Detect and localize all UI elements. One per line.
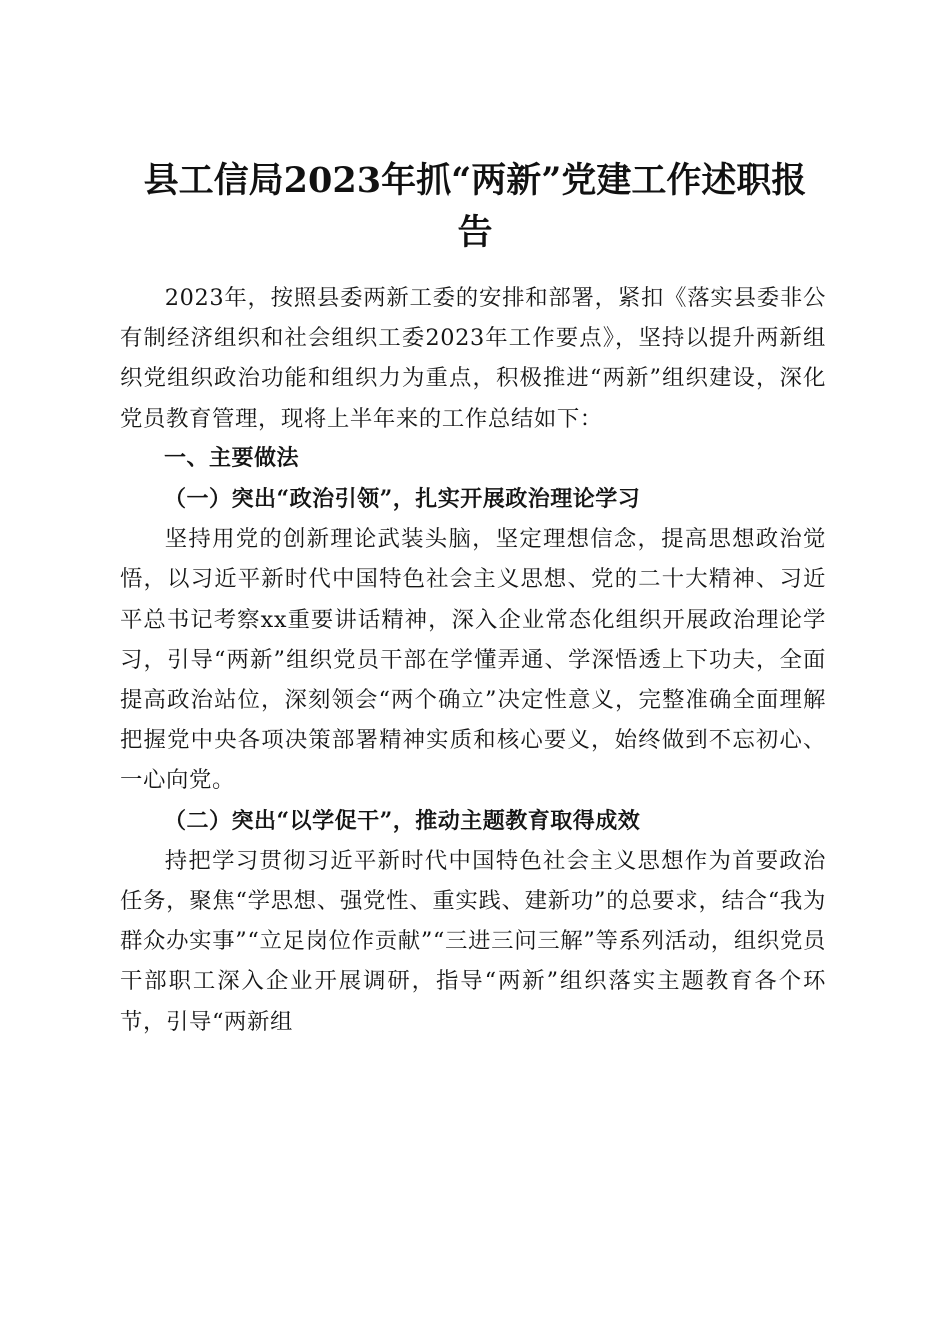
intro-paragraph: 2023年，按照县委两新工委的安排和部署，紧扣《落实县委非公有制经济组织和社会组织工委2023年工作要点》，坚持以提升两新组织党组织政治功能和组织力为重点，积极推进“两新”组织建设，深化党员教育管理，现将上半年来的工作总结如下： (120, 285, 826, 432)
subsection-heading-political-guidance: （一）突出“政治引领”，扎实开展政治理论学习 (164, 486, 641, 513)
subsection-body-political-guidance: 坚持用党的创新理论武装头脑，坚定理想信念，提高思想政治觉悟，以习近平新时代中国特色社会主义思想、党的二十大精神、习近平总书记考察xx重要讲话精神，深入企业常态化组织开展政治理论学习，引导“两新”组织党员干部在学懂弄通、学深悟透上下功夫，全面提高政治站位，深刻领会“两个确立”决定性意义，完整准确全面理解把握党中央各项决策部署精神实质和核心要义，始终做到不忘初心、一心向党。 (120, 526, 826, 794)
title-line-1: 县工信局2023年抓“两新”党建工作述职报 (143, 160, 807, 202)
document-title (110, 155, 840, 259)
subsection-heading-learning-promotes-work: （二）突出“以学促干”，推动主题教育取得成效 (164, 807, 641, 834)
title-line-2: 告 (457, 212, 493, 254)
document-body (120, 278, 826, 1042)
section-heading-main-practices: 一、主要做法 (164, 445, 300, 471)
subsection-body-learning-promotes-work: 持把学习贯彻习近平新时代中国特色社会主义思想作为首要政治任务，聚焦“学思想、强党性、重实践、建新功”的总要求，结合“我为群众办实事”“立足岗位作贡献”“三进三问三解”等系列活动，组织党员干部职工深入企业开展调研，指导“两新”组织落实主题教育各个环节，引导“两新组 (120, 847, 826, 1035)
